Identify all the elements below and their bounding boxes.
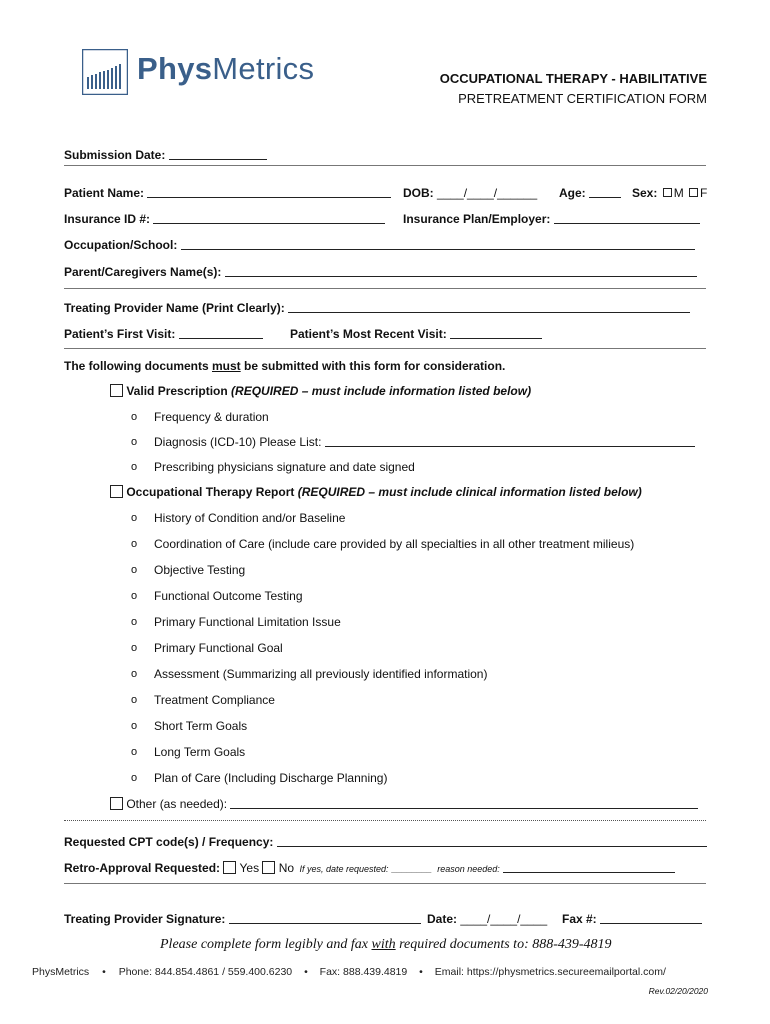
report-note: (REQUIRED – must include clinical information listed below) xyxy=(297,485,642,499)
report-row xyxy=(110,485,642,499)
report-item xyxy=(154,641,283,655)
other-label: Other (as needed): xyxy=(126,797,228,811)
insurance-id-label: Insurance ID #: xyxy=(64,212,151,226)
report-bullet: o xyxy=(131,642,138,654)
insurance-id-row xyxy=(64,212,385,226)
report-bullet: o xyxy=(131,668,138,680)
prescription-item-label: Prescribing physicians signature and date signed xyxy=(154,460,415,474)
recent-visit-label: Patient’s Most Recent Visit: xyxy=(290,327,447,341)
report-item xyxy=(154,511,345,525)
report-bullet: o xyxy=(131,616,138,628)
report-item-label: Treatment Compliance xyxy=(154,693,275,707)
report-item-label: Short Term Goals xyxy=(154,719,248,733)
prescription-item-label: Diagnosis (ICD-10) Please List: xyxy=(154,435,322,449)
occupation-row xyxy=(64,238,695,252)
divider xyxy=(64,288,706,289)
report-item xyxy=(154,771,387,785)
report-bullet: o xyxy=(131,772,138,784)
report-item-label: Long Term Goals xyxy=(154,745,246,759)
signature-label: Treating Provider Signature: xyxy=(64,912,226,926)
prescription-item xyxy=(154,410,269,424)
report-item-label: Plan of Care (Including Discharge Planning) xyxy=(154,771,388,785)
fax-number-field[interactable] xyxy=(600,912,702,924)
sex-row xyxy=(632,186,707,200)
retro-yes-checkbox[interactable] xyxy=(223,861,236,874)
report-item xyxy=(154,693,275,707)
retro-reason-field[interactable] xyxy=(503,863,675,873)
cpt-field[interactable] xyxy=(277,835,707,847)
retro-yes-label: Yes xyxy=(239,861,260,875)
footer-separator: • xyxy=(419,966,423,978)
signature-date-label: Date: xyxy=(427,912,458,926)
submission-date-field[interactable] xyxy=(169,148,267,160)
retro-no-checkbox[interactable] xyxy=(262,861,275,874)
report-item-label: Assessment (Summarizing all previously identified information) xyxy=(154,667,488,681)
fax-instructions-with: with xyxy=(371,937,396,952)
sex-label: Sex: xyxy=(632,186,658,200)
report-label: Occupational Therapy Report xyxy=(126,485,298,499)
logo-wordmark xyxy=(137,51,314,87)
prescription-item xyxy=(154,460,415,474)
signature-date-field[interactable]: ____/____/____ xyxy=(460,912,548,926)
fax-instructions-prefix: Please complete form legibly and fax xyxy=(160,937,372,952)
prescription-bullet: o xyxy=(131,436,138,448)
dob-row xyxy=(403,186,537,200)
prescription-row xyxy=(110,384,531,398)
first-visit-field[interactable] xyxy=(179,327,263,339)
age-row xyxy=(559,186,621,200)
parents-field[interactable] xyxy=(225,265,697,277)
treating-provider-field[interactable] xyxy=(288,301,690,313)
dotted-divider xyxy=(64,820,706,821)
form-subtitle: PRETREATMENT CERTIFICATION FORM xyxy=(458,91,707,106)
diagnosis-field[interactable] xyxy=(325,435,695,447)
other-checkbox[interactable] xyxy=(110,797,123,810)
report-item-label: Primary Functional Goal xyxy=(154,641,283,655)
report-item-label: History of Condition and/or Baseline xyxy=(154,511,346,525)
retro-date-field[interactable]: ________ xyxy=(391,864,432,874)
prescription-item-label: Frequency & duration xyxy=(154,410,269,424)
prescription-bullet: o xyxy=(131,411,138,423)
divider xyxy=(64,883,706,884)
first-visit-row xyxy=(64,327,263,341)
prescription-item xyxy=(154,435,695,449)
prescription-note: (REQUIRED – must include information listed below) xyxy=(231,384,532,398)
retro-no-label: No xyxy=(278,861,295,875)
retro-date-label: If yes, date requested: xyxy=(299,864,389,874)
submission-date-label: Submission Date: xyxy=(64,148,166,162)
documents-intro-prefix: The following documents xyxy=(64,359,212,373)
parents-label: Parent/Caregivers Name(s): xyxy=(64,265,222,279)
footer-separator: • xyxy=(304,966,308,978)
parents-row xyxy=(64,265,697,279)
insurance-plan-label: Insurance Plan/Employer: xyxy=(403,212,551,226)
documents-intro-must: must xyxy=(212,359,241,373)
logo-brand-bold: Phys xyxy=(137,51,213,86)
insurance-id-field[interactable] xyxy=(153,212,385,224)
report-item xyxy=(154,615,341,629)
recent-visit-row xyxy=(290,327,542,341)
insurance-plan-row xyxy=(403,212,700,226)
footer-company: PhysMetrics xyxy=(32,966,90,978)
report-item-label: Objective Testing xyxy=(154,563,246,577)
report-item-label: Primary Functional Limitation Issue xyxy=(154,615,341,629)
submission-date-row xyxy=(64,148,267,162)
other-row xyxy=(110,797,698,811)
patient-name-field[interactable] xyxy=(147,186,391,198)
fax-instructions-suffix: required documents to: 888-439-4819 xyxy=(395,937,612,952)
retro-label: Retro-Approval Requested: xyxy=(64,861,221,875)
sex-f-checkbox[interactable] xyxy=(689,188,698,197)
report-bullet: o xyxy=(131,538,138,550)
cpt-label: Requested CPT code(s) / Frequency: xyxy=(64,835,274,849)
insurance-plan-field[interactable] xyxy=(554,212,700,224)
first-visit-label: Patient’s First Visit: xyxy=(64,327,176,341)
report-item-label: Functional Outcome Testing xyxy=(154,589,303,603)
sex-m-checkbox[interactable] xyxy=(663,188,672,197)
recent-visit-field[interactable] xyxy=(450,327,542,339)
footer xyxy=(32,966,666,978)
report-bullet: o xyxy=(131,590,138,602)
patient-name-label: Patient Name: xyxy=(64,186,145,200)
dob-label: DOB: xyxy=(403,186,434,200)
other-field[interactable] xyxy=(230,797,698,809)
footer-separator: • xyxy=(102,966,106,978)
footer-phone: Phone: 844.854.4861 / 559.400.6230 xyxy=(118,966,293,978)
form-title: OCCUPATIONAL THERAPY - HABILITATIVE xyxy=(439,71,707,86)
prescription-label: Valid Prescription xyxy=(126,384,232,398)
report-item-label: Coordination of Care (include care provided by all specialties in all other treatment milieus) xyxy=(154,537,635,551)
bar-chart-logo-icon xyxy=(82,49,128,95)
fax-number-label: Fax #: xyxy=(562,912,597,926)
report-item xyxy=(154,589,303,603)
report-item xyxy=(154,563,245,577)
prescription-bullet: o xyxy=(131,461,138,473)
treating-provider-row xyxy=(64,301,690,315)
report-item xyxy=(154,719,247,733)
sex-f-label: F xyxy=(700,186,708,200)
age-label: Age: xyxy=(559,186,586,200)
report-checkbox[interactable] xyxy=(110,485,123,498)
report-item xyxy=(154,537,634,551)
sex-m-label: M xyxy=(673,186,684,200)
footer-email[interactable]: Email: https://physmetrics.secureemailportal.com/ xyxy=(434,966,666,978)
fax-number-row xyxy=(562,912,702,926)
logo-brand-light: Metrics xyxy=(212,51,315,86)
documents-intro xyxy=(64,359,505,373)
occupation-label: Occupation/School: xyxy=(64,238,178,252)
report-bullet: o xyxy=(131,694,138,706)
documents-intro-suffix: be submitted with this form for consideration. xyxy=(240,359,506,373)
occupation-field[interactable] xyxy=(181,238,695,250)
dob-field[interactable]: ____/____/______ xyxy=(437,186,538,200)
report-bullet: o xyxy=(131,720,138,732)
report-bullet: o xyxy=(131,746,138,758)
signature-date-row xyxy=(427,912,547,926)
retro-reason-label: reason needed: xyxy=(437,864,500,874)
patient-name-row xyxy=(64,186,391,200)
report-item xyxy=(154,667,487,681)
fax-instructions xyxy=(160,937,612,953)
report-bullet: o xyxy=(131,564,138,576)
retro-row xyxy=(64,861,675,875)
signature-row xyxy=(64,912,421,926)
footer-fax: Fax: 888.439.4819 xyxy=(319,966,408,978)
report-bullet: o xyxy=(131,512,138,524)
signature-field[interactable] xyxy=(229,912,421,924)
cpt-row xyxy=(64,835,707,849)
age-field[interactable] xyxy=(589,186,621,198)
revision-date: Rev.02/20/2020 xyxy=(648,986,708,996)
report-item xyxy=(154,745,245,759)
treating-provider-label: Treating Provider Name (Print Clearly): xyxy=(64,301,285,315)
divider xyxy=(64,165,706,166)
divider xyxy=(64,348,706,349)
prescription-checkbox[interactable] xyxy=(110,384,123,397)
